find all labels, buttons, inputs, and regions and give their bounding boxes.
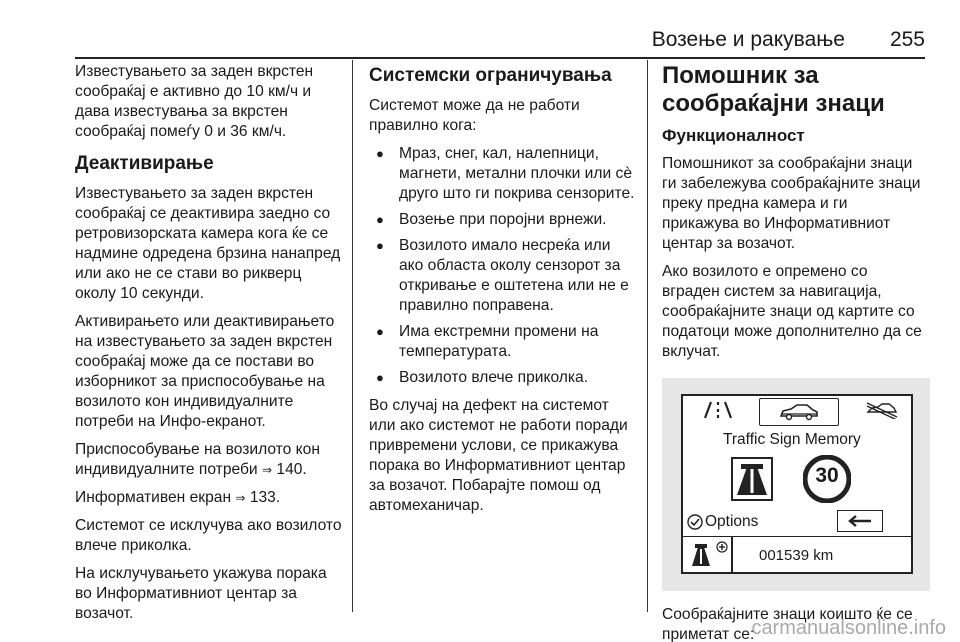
back-button[interactable] — [837, 510, 883, 532]
paragraph: Помошникот за сообраќајни знаци ги забележува сообраќајните знаци преку предна камера и ги прикажува во Информативниот центар за возачот. — [662, 155, 921, 252]
status-bar — [683, 536, 911, 572]
page-reference-link[interactable]: 140. — [276, 461, 307, 478]
running-title: Возење и ракување — [651, 28, 845, 51]
driver-info-display-figure — [662, 378, 930, 591]
page-number: 255 — [889, 28, 925, 51]
section-heading-deactivation: Деактивирање — [75, 153, 214, 174]
header-rule — [75, 57, 925, 59]
back-arrow-icon — [847, 514, 873, 528]
motorway-sign-icon — [731, 457, 773, 507]
column-divider-1 — [352, 60, 353, 612]
list-item: ● Возилото имало несреќа или ако областа околу сензорот за откривање е оштетена или не е правилно поправена. — [369, 236, 635, 316]
reference-arrow-icon: ⇒ — [235, 491, 246, 505]
paragraph: Во случај на дефект на системот или ако системот не работи поради привремени услови, се прикажува порака во Информативниот центар за возачот. Побарајте помош од автомеханичар. — [369, 397, 628, 514]
speed-limit-value: 30 — [815, 464, 839, 487]
paragraph: Активирањето или деактивирањето на известувањето за заден вкрстен сообраќај може да се постави во изборникот за приспособување на возилото кон индивидуалните потреби на Инфо-екранот. — [75, 313, 335, 430]
paragraph: Ако возилото е опремено со вграден систем за навигација, сообраќајните знаци од картите со податоци може дополнително да се вклучат. — [662, 263, 922, 360]
checkmark-circle-icon — [687, 514, 703, 536]
column-divider-2 — [647, 60, 648, 612]
status-separator — [731, 537, 733, 572]
left-column — [75, 62, 343, 632]
paragraph-text: Информативен екран — [75, 489, 232, 506]
subheading-functionality: Функционалност — [662, 126, 805, 145]
motorway-small-icon — [689, 542, 713, 574]
road-lanes-icon — [697, 396, 739, 424]
middle-column — [369, 62, 635, 524]
display-screen — [681, 394, 913, 574]
paragraph: На исклучувањето укажува порака во Информативниот центар за возачот. — [75, 565, 327, 622]
paragraph: Известувањето за заден вкрстен сообраќај е активно до 10 км/ч и дава известувања за вкрстен сообраќај помеѓу 0 и 36 км/ч. — [75, 63, 314, 140]
list-item: ● Возилото влече приколка. — [369, 368, 635, 388]
paragraph: Системот може да не работи правилно кога: — [369, 97, 580, 134]
options-label[interactable]: Options — [705, 513, 759, 530]
page-reference-link[interactable]: 133. — [249, 489, 281, 506]
right-column — [662, 62, 928, 642]
section-title-traffic-sign-assistant: Помошник за сообраќајни знаци — [662, 62, 885, 117]
reference-arrow-icon: ⇒ — [261, 463, 273, 477]
paragraph-with-reference — [75, 488, 343, 508]
section-heading-system-limits: Системски ограничувања — [369, 65, 612, 86]
screen-title: Traffic Sign Memory — [723, 431, 861, 448]
traffic-signs-row — [683, 454, 911, 504]
paragraph: Системот се исклучува ако возилото влече приколка. — [75, 517, 342, 554]
paragraph: Известувањето за заден вкрстен сообраќај се деактивира заедно со ретровизорската камера кога ќе се надмине одредена брзина нанапред или ако не се стави во рикверц околу 10 секунди. — [75, 185, 341, 302]
odometer-reading: 001539 km — [759, 547, 834, 564]
paragraph-text: Приспособување на возилото кон индивидуалните потреби — [75, 441, 320, 478]
list-item: ● Мраз, снег, кал, налепници, магнети, метални плочки или сè друго што ги покрива сензорите. — [369, 144, 635, 204]
no-overtaking-end-icon — [859, 396, 905, 424]
paragraph-with-reference — [75, 440, 343, 480]
watermark: carmanualsonline.info — [751, 617, 946, 639]
figure-caption: Сообраќајните знаци коишто ќе се приметат се: — [662, 606, 913, 642]
speed-limit-sign-icon — [803, 455, 851, 503]
options-row — [683, 510, 911, 534]
page-header — [75, 28, 925, 56]
plus-circle-icon — [716, 539, 728, 559]
list-item: ● Има екстремни промени на температурата. — [369, 322, 635, 362]
display-tabs — [683, 396, 911, 427]
bullet-list — [369, 144, 635, 388]
car-tab-icon[interactable] — [759, 398, 839, 426]
list-item: ● Возење при поројни врнежи. — [369, 210, 635, 230]
